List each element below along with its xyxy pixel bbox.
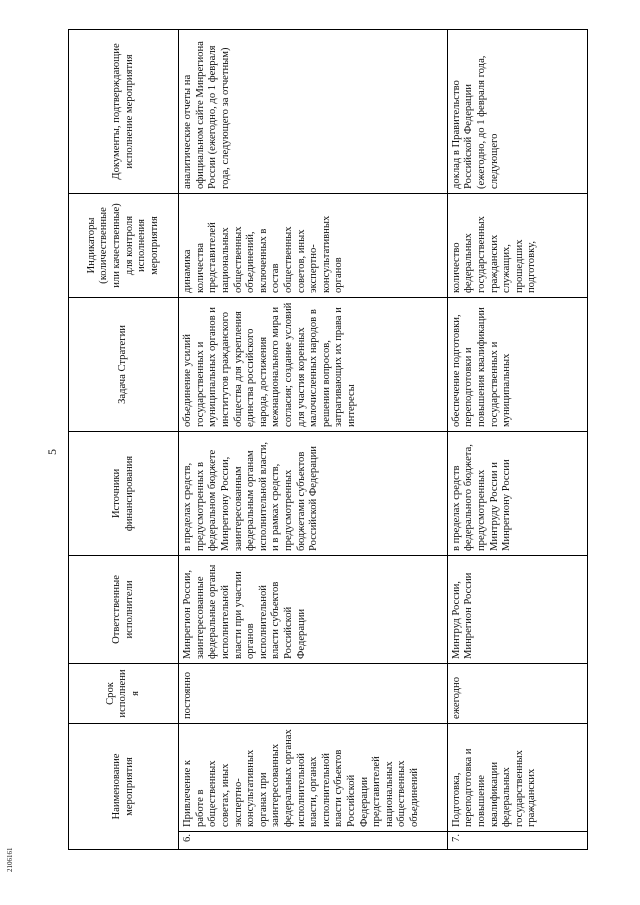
header-indicators: Индикаторы (количественные или качественные) для контроля исполнения мероприятия <box>69 193 179 297</box>
cell-responsible: Минрегион России, заинтересованные федеральные органы исполнительной власти при участии органов исполнительной власти субъектов Российской Федерации <box>179 555 448 663</box>
header-documents: Документы, подтверждающие исполнение мероприятия <box>69 29 179 193</box>
action-plan-table <box>68 29 588 850</box>
page-number: 5 <box>45 449 59 455</box>
table-row <box>447 29 587 849</box>
cell-indicators: количество федеральных государственных гражданских служащих, прошедших подготовку, <box>447 193 587 297</box>
table-row <box>179 29 448 849</box>
header-responsible: Ответственные исполнители <box>69 555 179 663</box>
cell-task: обеспечение подготовки, переподготовки и повышения квалификации государственных и муниципальных <box>447 297 587 431</box>
cell-task: объединение усилий государственных и муниципальных органов и институтов гражданского общества для укрепления единства российского народа, достижения межнационального мира и согласия; создание условий для участия коренных малочисленных народов в решении вопросов, затрагивающих их права и интересы <box>179 297 448 431</box>
cell-documents: доклад в Правительство Российской Федерации (ежегодно, до 1 февраля года, следующего <box>447 29 587 193</box>
header-term: Срок исполнения <box>69 663 179 723</box>
cell-funding: в пределах средств федерального бюджета, предусмотренных Минтруду России и Минрегиону России <box>447 431 587 555</box>
document-code: 2106161 <box>6 847 14 872</box>
header-funding: Источники финансирования <box>69 431 179 555</box>
row-number: 7. <box>447 832 587 850</box>
cell-term: постоянно <box>179 663 448 723</box>
table-container <box>68 30 588 850</box>
header-name: Наименование мероприятия <box>69 723 179 849</box>
cell-name: Подготовка, переподготовка и повышение квалификации федеральных государственных гражданских <box>447 723 587 831</box>
header-row <box>69 29 179 849</box>
cell-responsible: Минтруд России, Минрегион России <box>447 555 587 663</box>
cell-term: ежегодно <box>447 663 587 723</box>
cell-documents: аналитические отчеты на официальном сайте Минрегиона России (ежегодно, до 1 февраля года, следующего за отчетным) <box>179 29 448 193</box>
rotated-page <box>68 30 588 850</box>
cell-indicators: динамика количества представителей национальных общественных объединений, включенных в состав общественных советов, иных экспертно-консультативных органов <box>179 193 448 297</box>
header-task: Задача Стратегии <box>69 297 179 431</box>
cell-name: Привлечение к работе в общественных советах, иных экспертно-консультативных органах при заинтересованных федеральных органах исполнительной власти, органах исполнительной власти субъектов Российской Федерации представителей национальных общественных объединений <box>179 723 448 831</box>
row-number: 6. <box>179 832 448 850</box>
cell-funding: в пределах средств, предусмотренных в федеральном бюджете Минрегиону России, заинтересованным федеральным органам исполнительной власти, и в рамках средств, предусмотренных бюджетами субъектов Российской Федерации <box>179 431 448 555</box>
